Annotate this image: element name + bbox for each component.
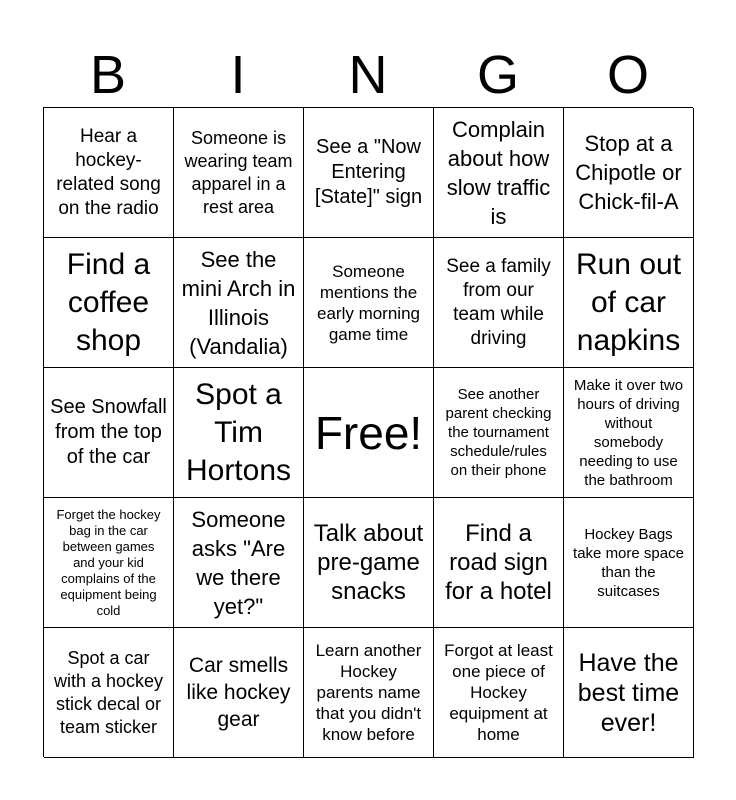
bingo-cell[interactable]: Car smells like hockey gear — [174, 628, 304, 758]
bingo-cell[interactable]: See a "Now Entering [State]" sign — [304, 108, 434, 238]
header-letter-o: O — [606, 45, 649, 105]
bingo-cell[interactable]: Forget the hockey bag in the car between games and your kid complains of the equipment being cold — [44, 498, 174, 628]
bingo-cell[interactable]: Talk about pre-game snacks — [304, 498, 434, 628]
bingo-board — [43, 107, 693, 757]
bingo-cell[interactable]: Hockey Bags take more space than the suitcases — [564, 498, 694, 628]
bingo-cell-free[interactable]: Free! — [304, 368, 434, 498]
bingo-cell[interactable]: Hear a hockey-related song on the radio — [44, 108, 174, 238]
bingo-cell[interactable]: Find a coffee shop — [44, 238, 174, 368]
bingo-cell[interactable]: Someone mentions the early morning game time — [304, 238, 434, 368]
bingo-cell[interactable]: Spot a car with a hockey stick decal or team sticker — [44, 628, 174, 758]
bingo-cell[interactable]: Have the best time ever! — [564, 628, 694, 758]
bingo-cell[interactable]: Complain about how slow traffic is — [434, 108, 564, 238]
bingo-header — [43, 44, 693, 106]
bingo-cell[interactable]: Someone asks "Are we there yet?" — [174, 498, 304, 628]
bingo-cell[interactable]: Run out of car napkins — [564, 238, 694, 368]
header-letter-g: G — [476, 45, 519, 105]
bingo-cell[interactable]: Spot a Tim Hortons — [174, 368, 304, 498]
bingo-cell[interactable]: Stop at a Chipotle or Chick-fil-A — [564, 108, 694, 238]
bingo-cell[interactable]: Make it over two hours of driving without somebody needing to use the bathroom — [564, 368, 694, 498]
bingo-cell[interactable]: See another parent checking the tournament schedule/rules on their phone — [434, 368, 564, 498]
bingo-cell[interactable]: Find a road sign for a hotel — [434, 498, 564, 628]
header-letter-n: N — [348, 45, 388, 105]
bingo-cell[interactable]: Learn another Hockey parents name that you didn't know before — [304, 628, 434, 758]
bingo-cell[interactable]: See Snowfall from the top of the car — [44, 368, 174, 498]
bingo-cell[interactable]: Forgot at least one piece of Hockey equipment at home — [434, 628, 564, 758]
bingo-cell[interactable]: See a family from our team while driving — [434, 238, 564, 368]
header-letter-i: I — [230, 45, 246, 105]
bingo-cell[interactable]: Someone is wearing team apparel in a rest area — [174, 108, 304, 238]
header-letter-b: B — [89, 45, 127, 105]
bingo-cell[interactable]: See the mini Arch in Illinois (Vandalia) — [174, 238, 304, 368]
